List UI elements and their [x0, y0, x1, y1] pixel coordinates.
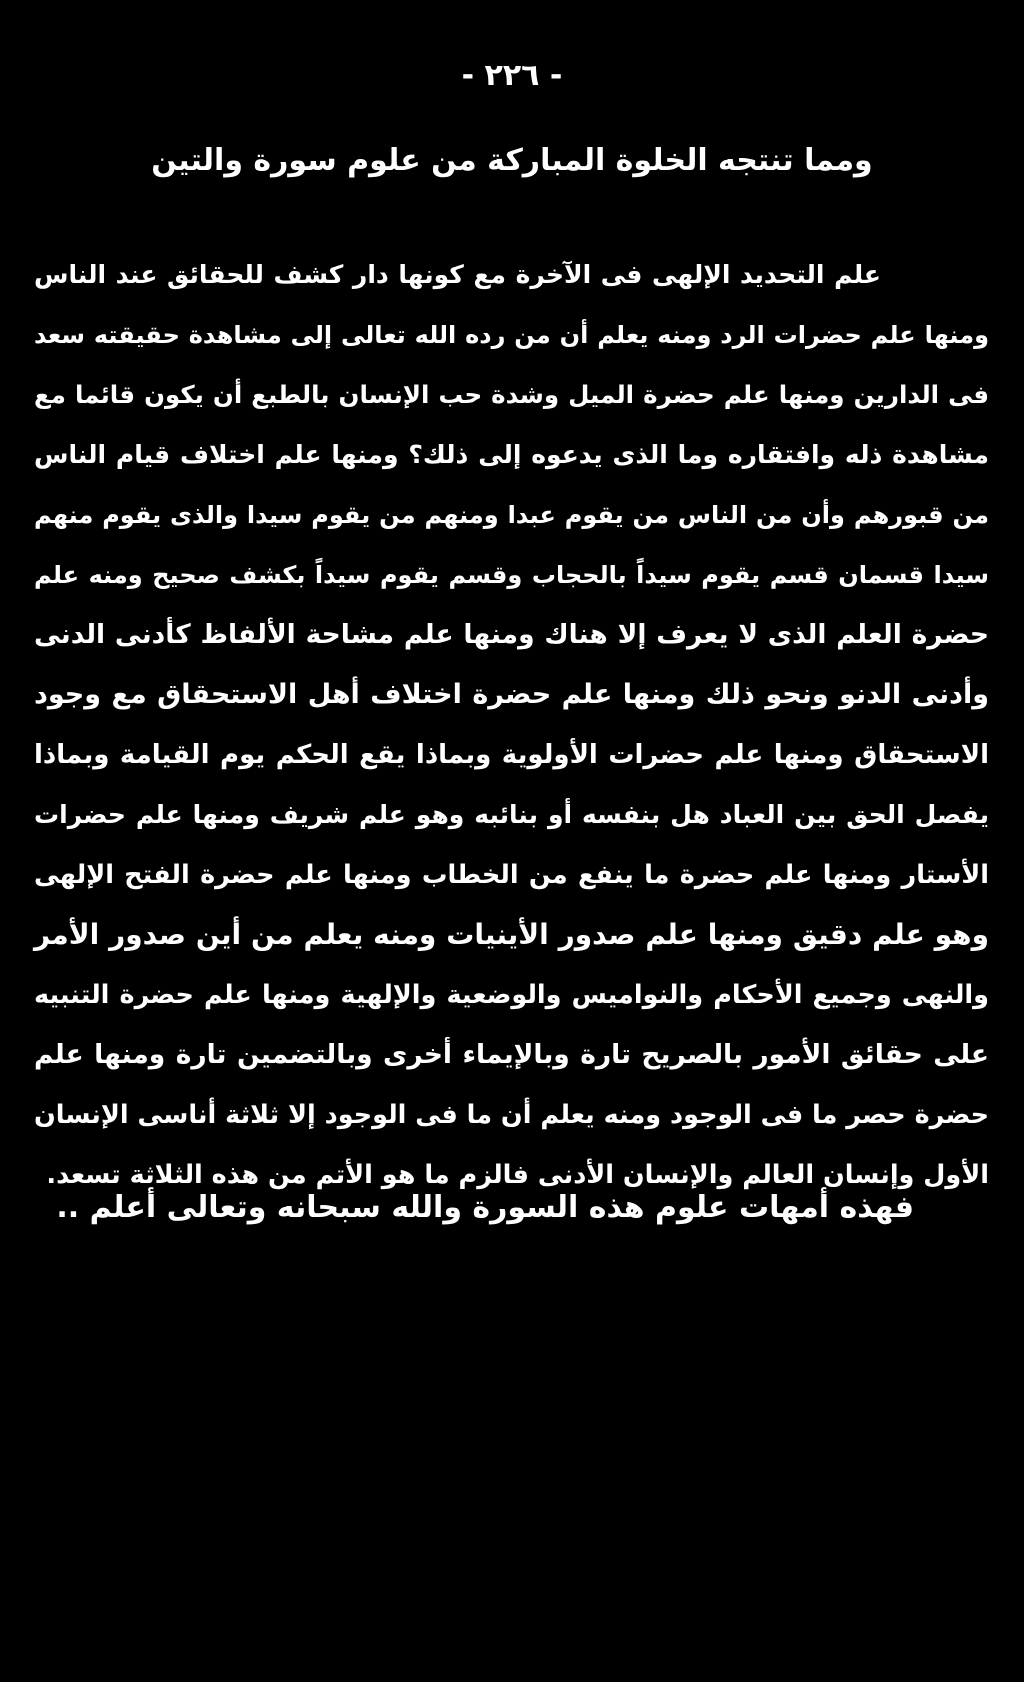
text-line: حضرة العلم الذى لا يعرف إلا هناك ومنها علم مشاحة الألفاظ كأدنى الدنى	[34, 619, 989, 650]
section-heading: ومما تنتجه الخلوة المباركة من علوم سورة والتين	[151, 143, 873, 178]
text-line: حضرة حصر ما فى الوجود ومنه يعلم أن ما فى الوجود إلا ثلاثة أناسى الإنسان	[34, 1100, 989, 1130]
page-number: - ٢٢٦ -	[461, 58, 563, 93]
text-line: مشاهدة ذله وافتقاره وما الذى يدعوه إلى ذلك؟ ومنها علم اختلاف قيام الناس	[34, 440, 989, 469]
text-line: فى الدارين ومنها علم حضرة الميل وشدة حب الإنسان بالطبع أن يكون قائما مع	[34, 380, 989, 409]
text-line: الأستار ومنها علم حضرة ما ينفع من الخطاب ومنها علم حضرة الفتح الإلهى	[34, 860, 989, 890]
text-line: سيدا قسمان قسم يقوم سيداً بالحجاب وقسم يقوم سيداً بكشف صحيح ومنه علم	[34, 561, 989, 589]
text-line: الاستحقاق ومنها علم حضرات الأولوية وبماذا يقع الحكم يوم القيامة وبماذا	[34, 740, 989, 770]
text-line: وهو علم دقيق ومنها علم صدور الأينيات ومنه يعلم من أين صدور الأمر	[34, 918, 989, 951]
text-line: على حقائق الأمور بالصريح تارة وبالإيماء أخرى وبالتضمين تارة ومنها علم	[34, 1039, 989, 1070]
text-line: من قبورهم وأن من الناس من يقوم عبدا ومنهم من يقوم سيدا والذى يقوم منهم	[34, 501, 989, 529]
text-line: يفصل الحق بين العباد هل بنفسه أو بنائبه وهو علم شريف ومنها علم حضرات	[34, 800, 989, 829]
text-line: ومنها علم حضرات الرد ومنه يعلم أن من رده الله تعالى إلى مشاهدة حقيقته سعد	[34, 321, 989, 349]
text-line: وأدنى الدنو ونحو ذلك ومنها علم حضرة اختلاف أهل الاستحقاق مع وجود	[34, 679, 989, 710]
text-line: علم التحديد الإلهى فى الآخرة مع كونها دار كشف للحقائق عند الناس	[34, 260, 881, 289]
text-line: والنهى وجميع الأحكام والنواميس والوضعية والإلهية ومنها علم حضرة التنبيه	[34, 980, 989, 1010]
closing-line: فهذه أمهات علوم هذه السورة والله سبحانه وتعالى أعلم ..	[56, 1190, 914, 1225]
body-paragraph	[34, 245, 989, 1205]
text-line: الأول وإنسان العالم والإنسان الأدنى فالزم ما هو الأتم من هذه الثلاثة تسعد.	[46, 1160, 989, 1190]
